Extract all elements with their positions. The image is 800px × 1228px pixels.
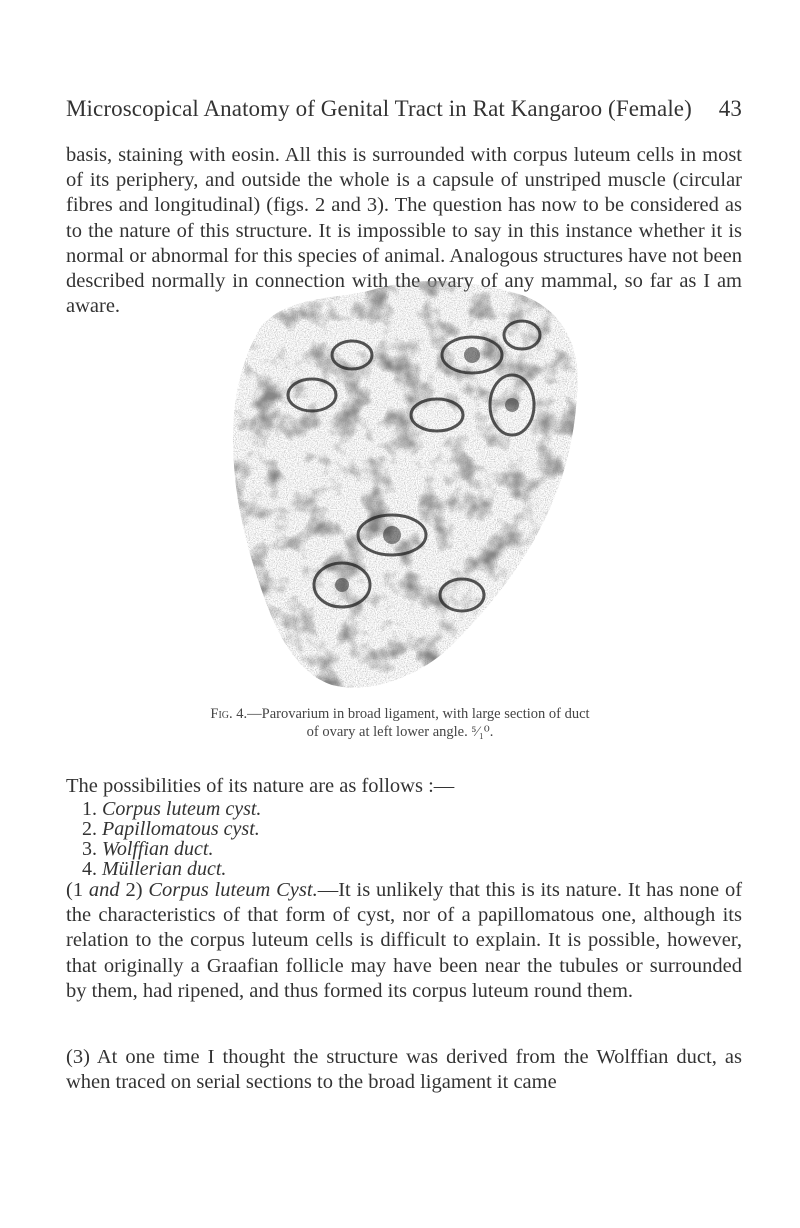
paragraph-top: basis, staining with eosin. All this is surrounded with corpus luteum cells in most of its periphery, and outside the whole is a capsule of unstriped muscle (circular fibres and longitudinal) (figs. 2 and 3). The question has now to be considered as to the nature of this structure. It is impossible to say in this instance whether it is normal or abnormal for this species of animal. Analogous structures have not been described normally in connection with the ovary of any mammal, so far as I am aware. — [66, 144, 742, 318]
list-item-number: 1. — [82, 798, 97, 820]
running-head — [66, 96, 742, 122]
micrograph-figure — [222, 265, 588, 705]
list-item — [66, 819, 742, 839]
list-item-text: Papillomatous cyst. — [102, 818, 260, 840]
list-item-number: 2. — [82, 818, 97, 840]
list-item-text: Müllerian duct. — [102, 858, 227, 880]
running-head-title: Microscopical Anatomy of Genital Tract in Rat Kangaroo (Female) — [66, 96, 692, 121]
list-item-number: 4. — [82, 858, 97, 880]
list-item — [66, 799, 742, 819]
possibilities-list — [66, 799, 742, 879]
figure-caption — [120, 705, 680, 741]
paragraph-wolffian: (3) At one time I thought the structure was derived from the Wolffian duct, as when traced on serial sections to the broad ligament it came — [66, 1046, 742, 1094]
list-item-text: Wolffian duct. — [102, 838, 214, 860]
caption-line-1: —Parovarium in broad ligament, with large section of duct — [247, 706, 590, 722]
list-item — [66, 859, 742, 879]
list-item — [66, 839, 742, 859]
paragraph-body: —It is unlikely that this is its nature. It has none of the characteristics of that form of cyst, nor of a papillomatous one, although its relation to the corpus luteum cells is difficult to explain. It is possible, however, that originally a Graafian follicle may have been near the tubules or surrounded by them, had ripened, and thus formed its corpus luteum round them. — [66, 879, 743, 1002]
caption-magnification: ⁵⁄₁⁰. — [471, 724, 494, 740]
list-item-text: Corpus luteum cyst. — [102, 798, 262, 820]
paragraph-corpus-luteum — [66, 878, 742, 1004]
paragraph-open: (1 — [66, 879, 84, 901]
figure-label: Fig. 4. — [210, 706, 248, 722]
page-number: 43 — [718, 96, 742, 121]
list-item-number: 3. — [82, 838, 97, 860]
paragraph-two: 2) — [125, 879, 143, 901]
possibilities-intro: The possibilities of its nature are as follows :— — [66, 775, 455, 797]
section-heading: Corpus luteum Cyst. — [148, 879, 318, 901]
caption-line-2: of ovary at left lower angle. — [306, 724, 468, 740]
paragraph-and: and — [88, 879, 120, 901]
